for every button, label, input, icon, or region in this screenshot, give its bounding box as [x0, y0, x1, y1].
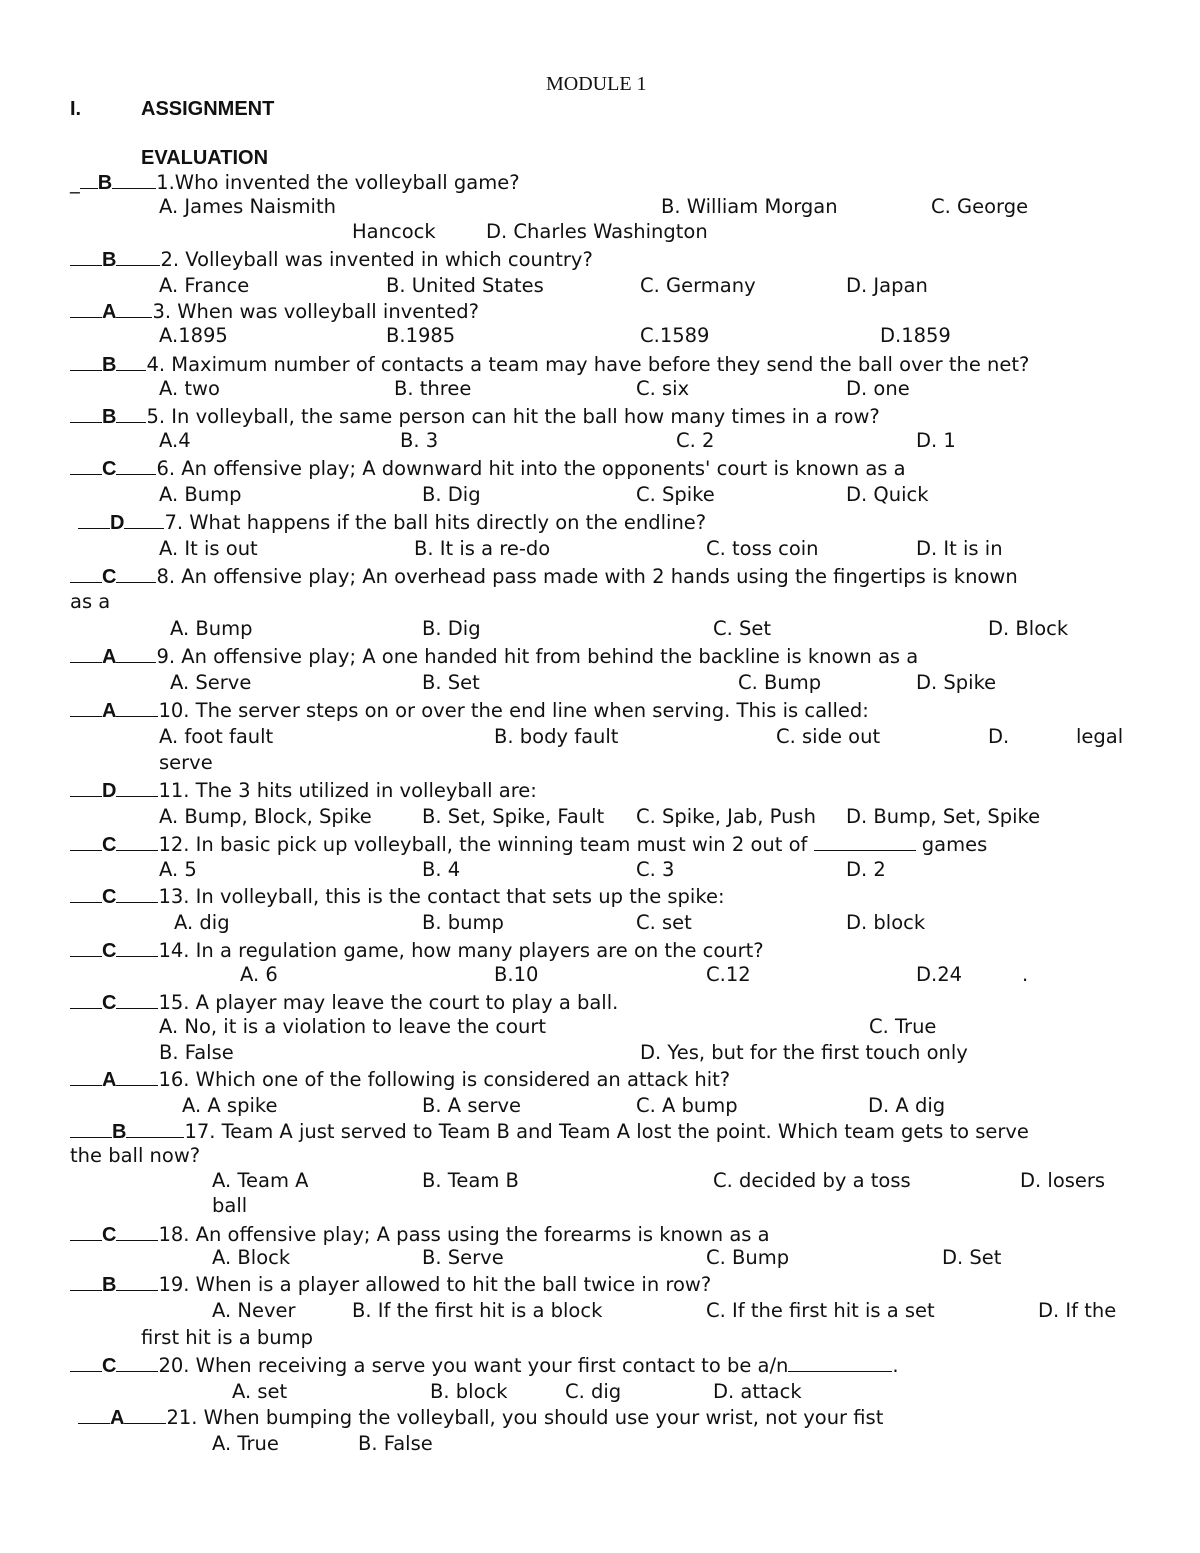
answer-8: C	[102, 566, 117, 588]
q8-choice-a: A. Bump	[170, 617, 253, 640]
answer-14: C	[102, 940, 117, 962]
q20-choice-c: C. dig	[565, 1380, 622, 1403]
q3-choice-c: C.1589	[640, 324, 710, 347]
question-15: C 15. A player may leave the court to play a ball.	[70, 990, 618, 1015]
q10-choice-d-word: legal	[1076, 725, 1124, 748]
question-8: C 8. An offensive play; An overhead pass made with 2 hands using the fingertips is known	[70, 564, 1018, 589]
q1-choice-d: D. Charles Washington	[486, 220, 708, 243]
q18-choice-c: C. Bump	[706, 1246, 790, 1269]
q14-choice-d: D.24	[916, 963, 963, 986]
q6-choice-a: A. Bump	[159, 483, 242, 506]
q12-choice-b: B. 4	[422, 858, 461, 881]
answer-19: B	[102, 1274, 117, 1296]
q21-choice-b: B. False	[358, 1432, 433, 1455]
q1-choice-c: C. George	[931, 195, 1029, 218]
question-3: A 3. When was volleyball invented?	[70, 299, 479, 324]
q5-choice-c: C. 2	[676, 429, 715, 452]
q12-choice-a: A. 5	[159, 858, 197, 881]
q6-choice-b: B. Dig	[422, 483, 481, 506]
answer-20: C	[102, 1355, 117, 1377]
q18-choice-d: D. Set	[942, 1246, 1002, 1269]
q8-choice-d: D. Block	[988, 617, 1069, 640]
q19-choice-d-cont: first hit is a bump	[141, 1326, 313, 1349]
q1-choice-c-cont: Hancock	[352, 220, 436, 243]
q12-choice-c: C. 3	[636, 858, 675, 881]
answer-21: A	[110, 1407, 125, 1429]
q3-choice-b: B.1985	[386, 324, 456, 347]
q16-choice-c: C. A bump	[636, 1094, 738, 1117]
q18-choice-b: B. Serve	[422, 1246, 504, 1269]
question-2: B 2. Volleyball was invented in which country?	[70, 247, 593, 272]
answer-1: B	[97, 172, 113, 194]
q2-choice-d: D. Japan	[846, 274, 928, 297]
q5-choice-a: A.4	[159, 429, 191, 452]
question-13: C 13. In volleyball, this is the contact that sets up the spike:	[70, 884, 725, 909]
q14-choice-a: A. 6	[240, 963, 278, 986]
answer-2: B	[102, 249, 117, 271]
q5-choice-b: B. 3	[400, 429, 439, 452]
question-4: B 4. Maximum number of contacts a team may have before they send the ball over the net?	[70, 352, 1029, 377]
answer-7: D	[110, 512, 125, 534]
q4-choice-b: B. three	[394, 377, 472, 400]
answer-3: A	[102, 301, 117, 323]
answer-15: C	[102, 992, 117, 1014]
q7-choice-b: B. It is a re-do	[414, 537, 551, 560]
answer-13: C	[102, 886, 117, 908]
q13-choice-a: A. dig	[174, 911, 230, 934]
question-20: C 20. When receiving a serve you want your first contact to be a/n .	[70, 1353, 899, 1378]
q19-choice-c: C. If the first hit is a set	[706, 1299, 935, 1322]
q17-choice-d-cont: ball	[212, 1194, 248, 1217]
q14-trailing-dot: .	[1022, 963, 1029, 986]
q8-choice-b: B. Dig	[422, 617, 481, 640]
q11-choice-d: D. Bump, Set, Spike	[846, 805, 1041, 828]
question-17: B 17. Team A just served to Team B and Team A lost the point. Which team gets to serve	[70, 1119, 1029, 1144]
q17-choice-a: A. Team A	[212, 1169, 309, 1192]
q9-choice-d: D. Spike	[916, 671, 997, 694]
q17-choice-c: C. decided by a toss	[713, 1169, 911, 1192]
q20-choice-a: A. set	[232, 1380, 288, 1403]
q1-choice-b: B. William Morgan	[661, 195, 838, 218]
q3-choice-d: D.1859	[880, 324, 951, 347]
q15-choice-c: C. True	[869, 1015, 937, 1038]
q9-choice-b: B. Set	[422, 671, 480, 694]
q18-choice-a: A. Block	[212, 1246, 291, 1269]
q1-choice-a: A. James Naismith	[159, 195, 336, 218]
q2-choice-a: A. France	[159, 274, 250, 297]
q4-choice-d: D. one	[846, 377, 910, 400]
page-title: MODULE 1	[546, 73, 647, 95]
answer-18: C	[102, 1224, 117, 1246]
q5-choice-d: D. 1	[916, 429, 956, 452]
q16-choice-d: D. A dig	[868, 1094, 946, 1117]
q13-choice-d: D. block	[846, 911, 926, 934]
q19-choice-b: B. If the first hit is a block	[352, 1299, 603, 1322]
question-18: C 18. An offensive play; A pass using the forearms is known as a	[70, 1222, 770, 1247]
q15-choice-b: B. False	[159, 1041, 234, 1064]
q10-choice-d-cont: serve	[159, 751, 213, 774]
question-9: A 9. An offensive play; A one handed hit from behind the backline is known as a	[70, 644, 918, 669]
q17-text-cont: the ball now?	[70, 1144, 201, 1167]
q2-choice-c: C. Germany	[640, 274, 756, 297]
q10-choice-d: D.	[988, 725, 1010, 748]
q11-choice-a: A. Bump, Block, Spike	[159, 805, 372, 828]
q21-choice-a: A. True	[212, 1432, 279, 1455]
q8-choice-c: C. Set	[713, 617, 772, 640]
q7-choice-a: A. It is out	[159, 537, 258, 560]
q15-choice-a: A. No, it is a violation to leave the court	[159, 1015, 547, 1038]
q9-choice-a: A. Serve	[170, 671, 252, 694]
q19-choice-d: D. If the	[1038, 1299, 1117, 1322]
q19-choice-a: A. Never	[212, 1299, 296, 1322]
answer-4: B	[102, 354, 117, 376]
answer-16: A	[102, 1069, 117, 1091]
evaluation-heading: EVALUATION	[141, 147, 269, 169]
question-5: B 5. In volleyball, the same person can hit the ball how many times in a row?	[70, 404, 880, 429]
q13-choice-c: C. set	[636, 911, 692, 934]
question-10: A 10. The server steps on or over the end line when serving. This is called:	[70, 698, 869, 723]
q7-choice-c: C. toss coin	[706, 537, 819, 560]
section-title: ASSIGNMENT	[141, 98, 275, 120]
q9-choice-c: C. Bump	[738, 671, 822, 694]
q14-choice-b: B.10	[494, 963, 539, 986]
q13-choice-b: B. bump	[422, 911, 504, 934]
q10-choice-b: B. body fault	[494, 725, 619, 748]
question-21: A 21. When bumping the volleyball, you should use your wrist, not your fist	[78, 1405, 883, 1430]
q12-choice-d: D. 2	[846, 858, 886, 881]
answer-10: A	[102, 700, 117, 722]
q20-choice-d: D. attack	[713, 1380, 802, 1403]
q10-choice-a: A. foot fault	[159, 725, 274, 748]
q10-choice-c: C. side out	[776, 725, 881, 748]
answer-5: B	[102, 406, 117, 428]
q6-choice-c: C. Spike	[636, 483, 715, 506]
answer-9: A	[102, 646, 117, 668]
q11-choice-b: B. Set, Spike, Fault	[422, 805, 605, 828]
q7-choice-d: D. It is in	[916, 537, 1003, 560]
q16-choice-b: B. A serve	[422, 1094, 522, 1117]
answer-6: C	[102, 458, 117, 480]
question-1: _ B 1.Who invented the volleyball game?	[70, 171, 520, 194]
question-11: D 11. The 3 hits utilized in volleyball are:	[70, 778, 537, 803]
q11-choice-c: C. Spike, Jab, Push	[636, 805, 816, 828]
answer-12: C	[102, 834, 117, 856]
q8-text-cont: as a	[70, 590, 111, 613]
q3-choice-a: A.1895	[159, 324, 228, 347]
q17-choice-b: B. Team B	[422, 1169, 519, 1192]
answer-11: D	[102, 780, 117, 802]
question-12: C 12. In basic pick up volleyball, the winning team must win 2 out of games	[70, 832, 987, 857]
question-14: C 14. In a regulation game, how many players are on the court?	[70, 938, 764, 963]
question-16: A 16. Which one of the following is considered an attack hit?	[70, 1067, 730, 1092]
answer-17: B	[112, 1121, 127, 1143]
q2-choice-b: B. United States	[386, 274, 544, 297]
q4-choice-c: C. six	[636, 377, 690, 400]
q14-choice-c: C.12	[706, 963, 751, 986]
section-number: I.	[70, 98, 82, 120]
question-6: C 6. An offensive play; A downward hit into the opponents' court is known as a	[70, 456, 906, 481]
q16-choice-a: A. A spike	[182, 1094, 278, 1117]
question-7: D 7. What happens if the ball hits directly on the endline?	[78, 510, 706, 535]
q6-choice-d: D. Quick	[846, 483, 929, 506]
q4-choice-a: A. two	[159, 377, 220, 400]
question-19: B 19. When is a player allowed to hit the ball twice in row?	[70, 1272, 711, 1297]
q17-choice-d: D. losers	[1020, 1169, 1106, 1192]
q20-choice-b: B. block	[430, 1380, 508, 1403]
q15-choice-d: D. Yes, but for the first touch only	[640, 1041, 968, 1064]
